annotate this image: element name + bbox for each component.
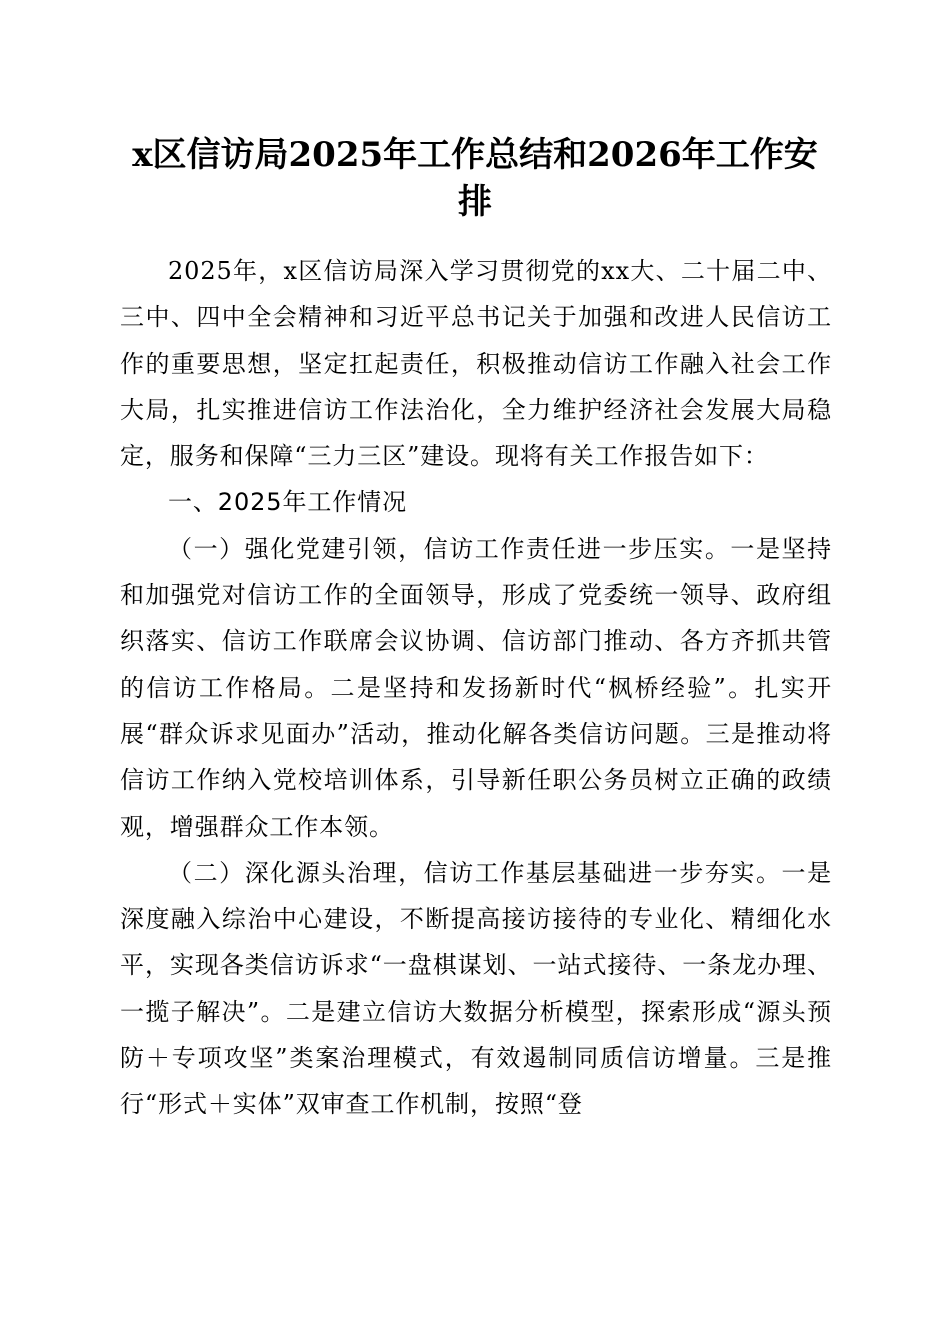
section-heading-1: 一、2025年工作情况: [168, 488, 407, 517]
subsection-paragraph-2: [120, 850, 832, 1128]
subsection-heading-2: （二）深化源头治理，信访工作基层基础进一步夯实。: [168, 858, 782, 887]
intro-paragraph: 2025年，x区信访局深入学习贯彻党的xx大、二十届二中、三中、四中全会精神和习近平总书记关于加强和改进人民信访工作的重要思想，坚定扛起责任，积极推动信访工作融入社会工作大局，扎实推进信访工作法治化，全力维护经济社会发展大局稳定，服务和保障“三力三区”建设。现将有关工作报告如下：: [120, 257, 832, 471]
document-title: x区信访局2025年工作总结和2026年工作安排: [132, 135, 818, 222]
subsection-body-2: 一是深度融入综治中心建设，不断提高接访接待的专业化、精细化水平，实现各类信访诉求“一盘棋谋划、一站式接待、一条龙办理、一揽子解决”。二是建立信访大数据分析模型，探索形成“源头预防＋专项攻坚”类案治理模式，有效遏制同质信访增量。三是推行“形式＋实体”双审查工作机制，按照“登: [120, 858, 832, 1119]
subsection-body-1: 一是坚持和加强党对信访工作的全面领导，形成了党委统一领导、政府组织落实、信访工作联席会议协调、信访部门推动、各方齐抓共管的信访工作格局。二是坚持和发扬新时代“枫桥经验”。扎实开展“群众诉求见面办”活动，推动化解各类信访问题。三是推动将信访工作纳入党校培训体系，引导新任职公务员树立正确的政绩观，增强群众工作本领。: [120, 534, 832, 841]
subsection-paragraph-1: [120, 526, 832, 850]
subsection-heading-1: （一）强化党建引领，信访工作责任进一步压实。: [168, 534, 731, 563]
document-body: [120, 248, 832, 1128]
